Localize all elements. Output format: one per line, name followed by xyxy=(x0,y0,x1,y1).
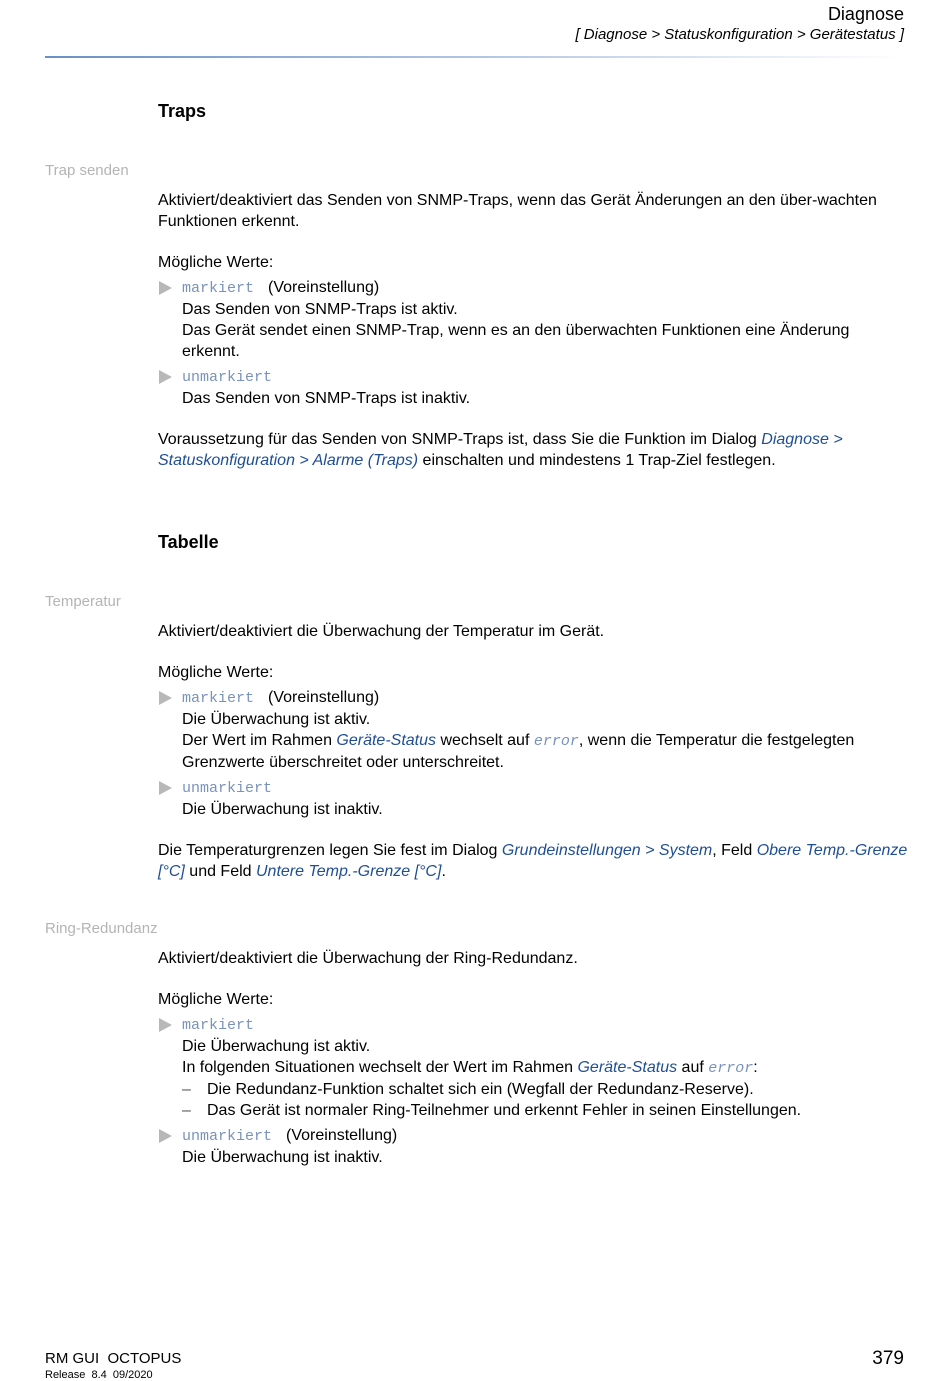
option-text: : xyxy=(753,1059,758,1076)
section-heading-traps: Traps xyxy=(158,101,207,121)
value-code-error: error xyxy=(533,733,579,750)
option-text: Das Senden von SNMP-Traps ist inaktiv. xyxy=(182,390,471,407)
traps-description: Aktiviert/deaktiviert das Senden von SNMP-Traps, wenn das Gerät Änderungen an den über-wachten Funktionen erkennt. xyxy=(158,192,877,230)
param-label-temperatur: Temperatur xyxy=(45,593,121,610)
list-item xyxy=(158,1125,910,1168)
option-text: auf xyxy=(677,1059,709,1076)
param-label-ring-redundanz: Ring-Redundanz xyxy=(45,920,158,937)
triangle-bullet-icon xyxy=(159,781,172,795)
header-divider xyxy=(45,56,905,58)
dialog-link-alarme[interactable]: Diagnose > Statuskonfiguration > Alarme (Traps) xyxy=(158,431,843,469)
temperatur-values-label: Mögliche Werte: xyxy=(158,664,274,681)
header-title: Diagnose xyxy=(827,4,904,24)
list-item xyxy=(158,687,910,773)
footer-product: RM GUI OCTOPUS xyxy=(45,1350,182,1367)
option-text: Die Überwachung ist inaktiv. xyxy=(182,801,383,818)
option-text: , wenn die Temperatur die festgelegten Grenzwerte überschreitet oder unterschreitet. xyxy=(182,732,855,771)
ring-description-block xyxy=(158,948,910,1168)
value-code: unmarkiert xyxy=(182,780,273,797)
triangle-bullet-icon xyxy=(159,281,172,295)
list-item xyxy=(158,277,910,362)
default-note: (Voreinstellung) xyxy=(268,689,380,706)
option-text: wechselt auf xyxy=(436,732,534,749)
traps-note xyxy=(158,429,910,471)
field-link-obere-temp[interactable]: Obere Temp.-Grenze [°C] xyxy=(158,842,908,880)
value-code: markiert xyxy=(182,1017,255,1034)
note-text: einschalten und mindestens 1 Trap-Ziel festlegen. xyxy=(418,452,776,469)
triangle-bullet-icon xyxy=(159,691,172,705)
option-text: Die Überwachung ist inaktiv. xyxy=(182,1149,383,1166)
temperatur-description: Aktiviert/deaktiviert die Überwachung der Temperatur im Gerät. xyxy=(158,623,605,640)
option-text: Der Wert im Rahmen xyxy=(182,732,337,749)
field-link-untere-temp[interactable]: Untere Temp.-Grenze [°C] xyxy=(256,863,442,880)
option-text: Die Überwachung ist aktiv. xyxy=(182,1038,371,1055)
traps-description-block xyxy=(158,190,910,471)
dialog-link-grundeinstellungen[interactable]: Grundeinstellungen > System xyxy=(501,842,713,859)
triangle-bullet-icon xyxy=(159,370,172,384)
value-code: unmarkiert xyxy=(182,369,273,386)
option-text: Das Gerät sendet einen SNMP-Trap, wenn es an den überwachten Funktionen eine Änderung erkennt. xyxy=(182,322,850,360)
triangle-bullet-icon xyxy=(159,1129,172,1143)
list-item xyxy=(158,777,910,820)
list-item xyxy=(158,1014,910,1121)
ui-term-geraete-status: Geräte-Status xyxy=(577,1059,678,1076)
note-text: . xyxy=(441,863,446,880)
list-item xyxy=(158,366,910,409)
note-text: und Feld xyxy=(184,863,256,880)
default-note: (Voreinstellung) xyxy=(286,1127,398,1144)
option-text: Die Überwachung ist aktiv. xyxy=(182,711,371,728)
temperatur-note xyxy=(158,840,910,882)
dash-list-item xyxy=(182,1079,910,1100)
dash-list-item xyxy=(182,1100,910,1121)
breadcrumb: [ Diagnose > Statuskonfiguration > Gerätestatus ] xyxy=(575,26,904,43)
note-text: , Feld xyxy=(712,842,757,859)
footer-release: Release 8.4 09/2020 xyxy=(45,1369,153,1381)
param-label-trap-senden: Trap senden xyxy=(45,162,129,179)
ui-term-geraete-status: Geräte-Status xyxy=(336,732,437,749)
default-note: (Voreinstellung) xyxy=(268,279,380,296)
value-code: markiert xyxy=(182,280,255,297)
traps-values-label: Mögliche Werte: xyxy=(158,254,274,271)
note-text: Voraussetzung für das Senden von SNMP-Traps ist, dass Sie die Funktion im Dialog xyxy=(158,431,762,448)
section-heading-tabelle: Tabelle xyxy=(158,532,219,552)
page-number: 379 xyxy=(872,1348,904,1369)
option-text: In folgenden Situationen wechselt der Wert im Rahmen xyxy=(182,1059,578,1076)
dash-bullet-icon: – xyxy=(182,1102,191,1119)
triangle-bullet-icon xyxy=(159,1018,172,1032)
ring-description: Aktiviert/deaktiviert die Überwachung der Ring-Redundanz. xyxy=(158,950,578,967)
dash-text: Die Redundanz-Funktion schaltet sich ein (Wegfall der Redundanz-Reserve). xyxy=(207,1081,754,1098)
value-code: markiert xyxy=(182,690,255,707)
option-text: Das Senden von SNMP-Traps ist aktiv. xyxy=(182,301,458,318)
dash-bullet-icon: – xyxy=(182,1081,191,1098)
dash-text: Das Gerät ist normaler Ring-Teilnehmer und erkennt Fehler in seinen Einstellungen. xyxy=(207,1102,802,1119)
temperatur-description-block xyxy=(158,621,910,882)
value-code: unmarkiert xyxy=(182,1128,273,1145)
ring-values-label: Mögliche Werte: xyxy=(158,991,274,1008)
note-text: Die Temperaturgrenzen legen Sie fest im Dialog xyxy=(158,842,502,859)
value-code-error: error xyxy=(708,1060,754,1077)
